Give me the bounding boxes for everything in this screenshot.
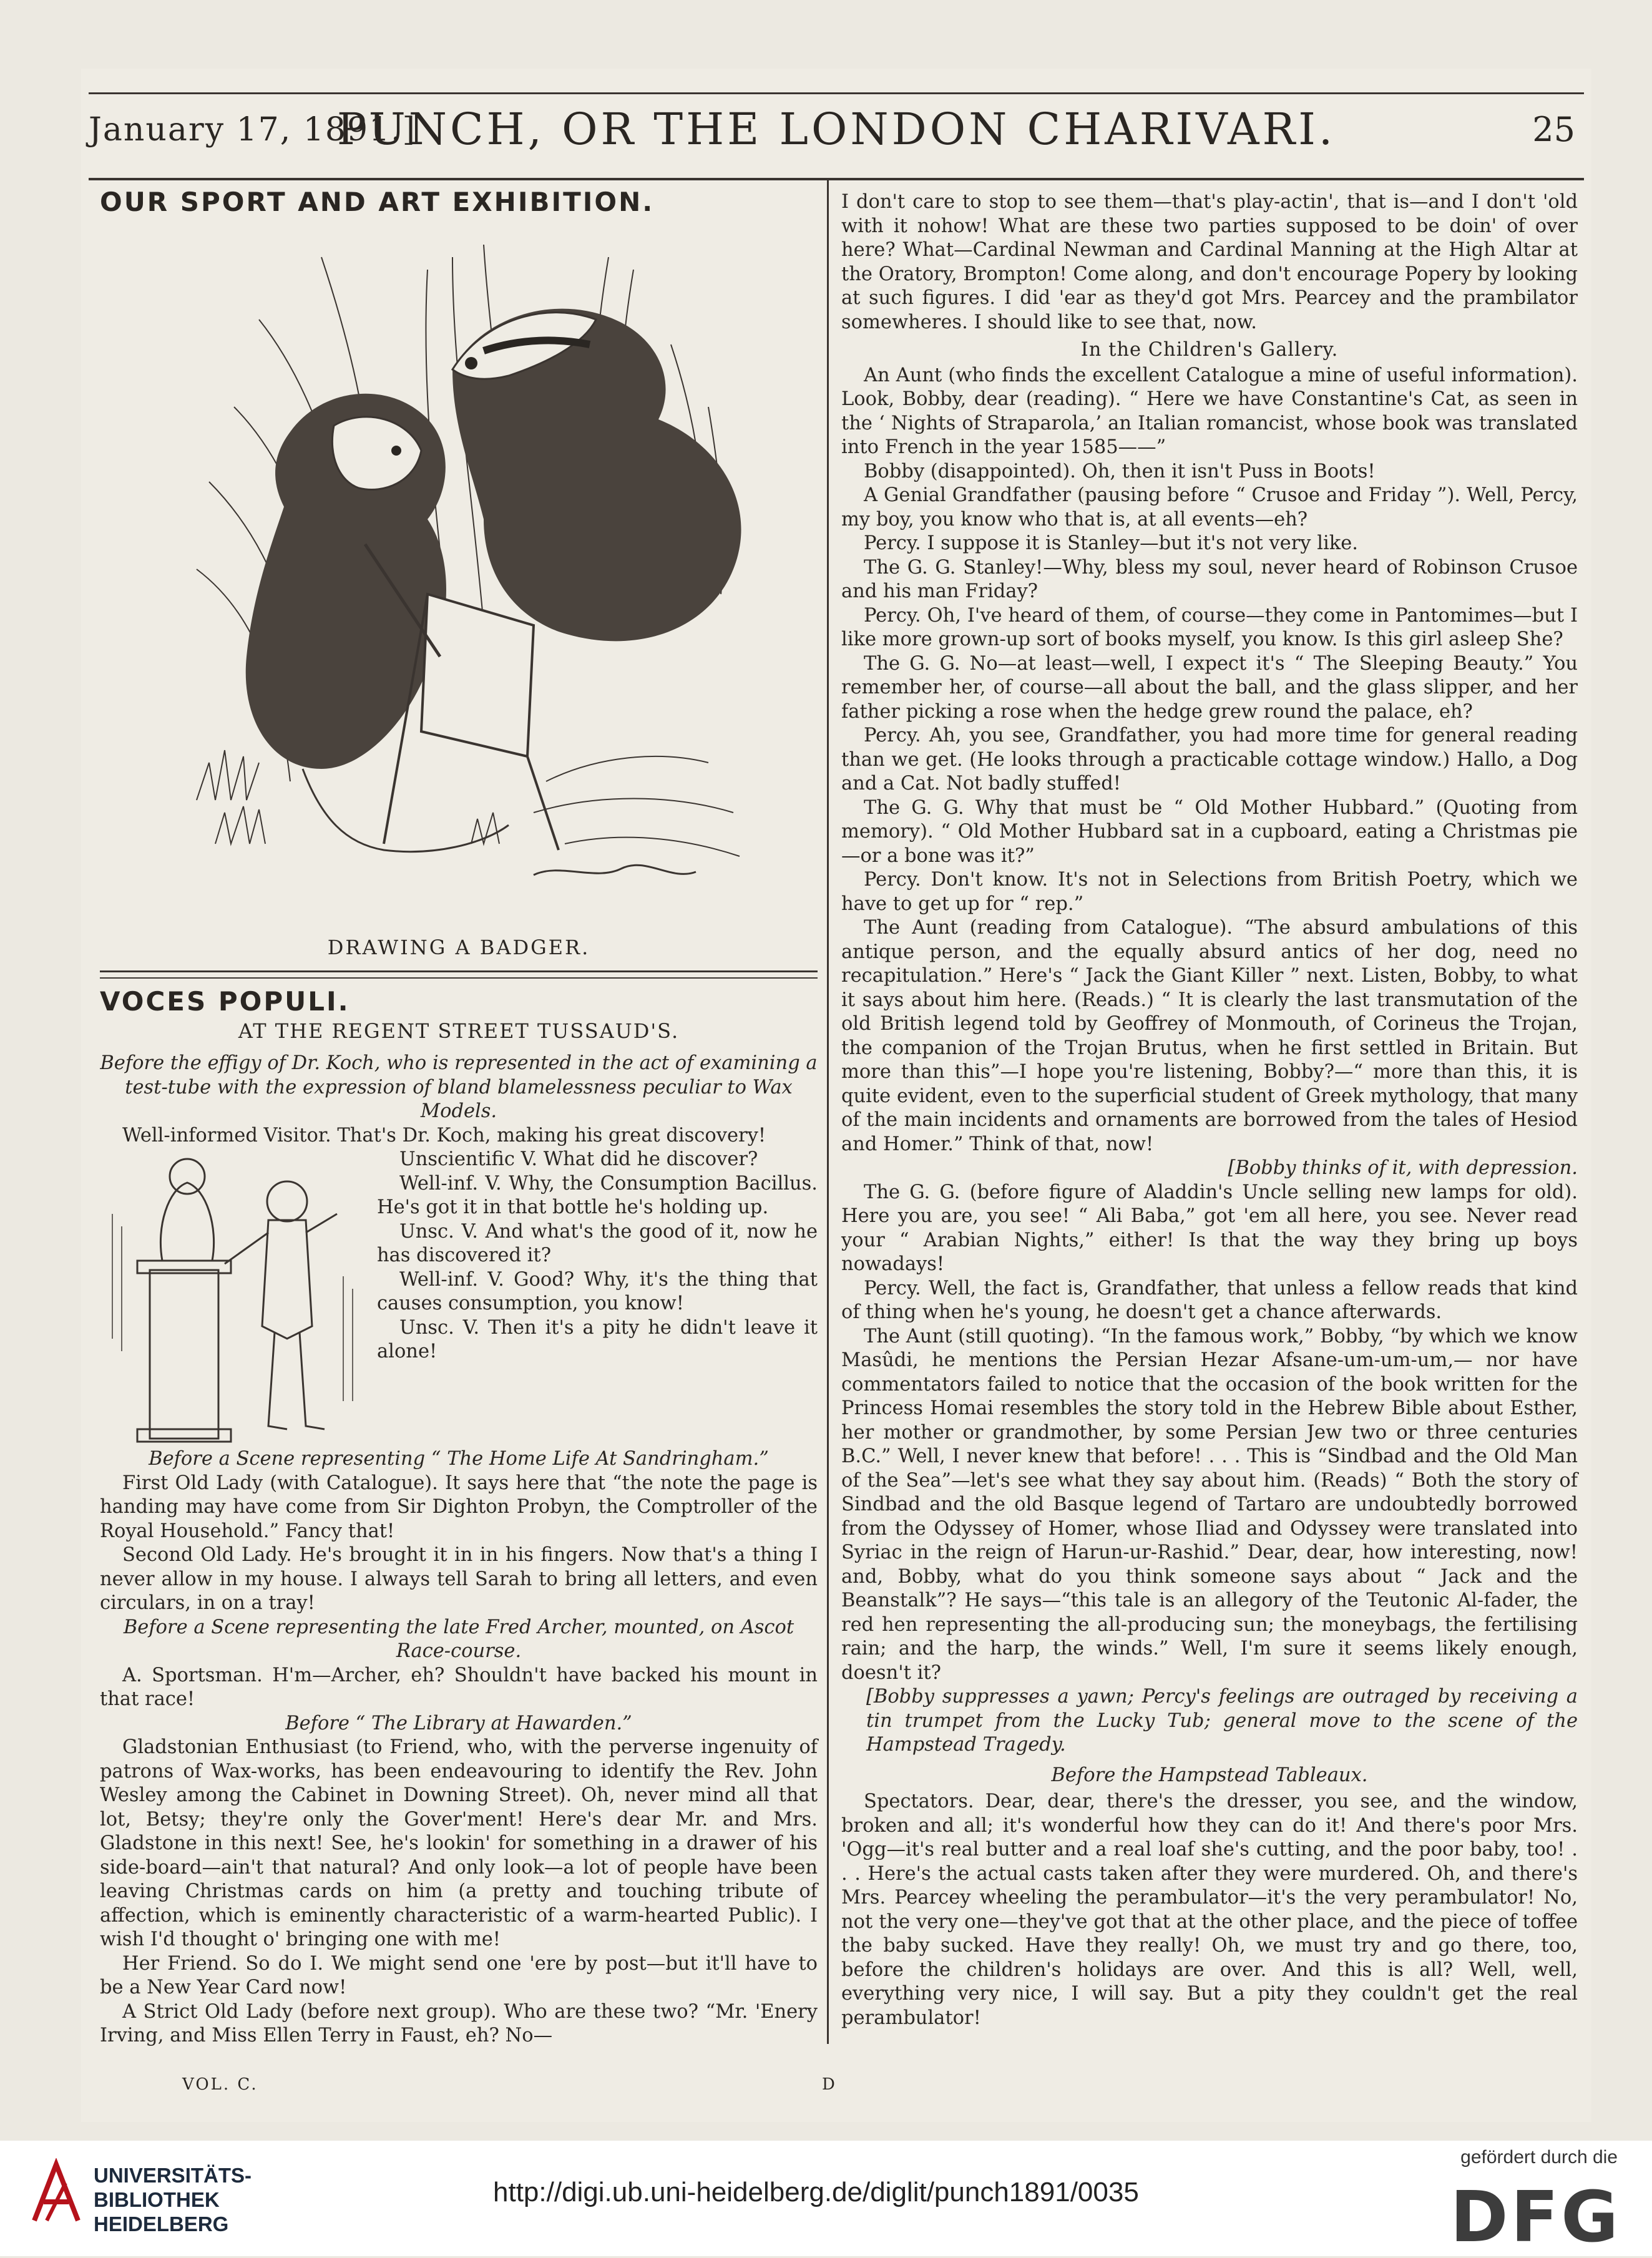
scene-heading: Before a Scene representing the late Fred Archer, mounted, on Ascot Race-course. — [123, 1616, 794, 1662]
paragraph: Percy. Oh, I've heard of them, of course—they come in Pantomimes—but I like more grown-up sort of books myself, you know. Is this girl asleep She? — [841, 604, 1578, 650]
permalink-url[interactable]: http://digi.ub.uni-heidelberg.de/diglit/punch1891/0035 — [493, 2177, 1139, 2207]
paragraph: Her Friend. So do I. We might send one 'ere by post—but it'll have to be a New Year Card now! — [100, 1952, 818, 1998]
paragraph: Percy. I suppose it is Stanley—but it's not very like. — [864, 532, 1358, 554]
left-column — [100, 187, 818, 2048]
funded-by-label: gefördert durch die — [1460, 2147, 1618, 2168]
voces-title: VOCES POPULI. — [100, 986, 350, 1017]
paragraph: The Aunt (still quoting). “In the famous work,” Bobby, “by which we know Masûdi, he mentions the Persian Hezar Afsane-um-um-um,— nor have commentators failed to notice that the occasion of the book written for the Princess Homai resembles the story told in the Hebrew Bible about Esther, her mother or grandmother, by some Persian Jew two or three centuries B.C.” Well, I never knew that before! . . . This is “Sindbad and the Old Man of the Sea”—let's see what they say about him. (Reads) “ Both the story of Sindbad and the old Basque legend of Tartaro are undoubtedly borrowed from the Odyssey of Homer, whose Iliad and Odyssey were translated into Syriac in the reign of Harun-ur-Rashid.” Dear, dear, how interesting, now! and, Bobby, what do you think someone says about “ Jack and the Beanstalk”? He says—“this tale is an allegory of the Teutonic Al-fader, the red hen representing the all-producing sun; the moneybags, the fertilising rain; and the harp, the winds.” Well, I'm sure it seems likely enough, doesn't it? — [841, 1325, 1578, 1684]
paragraph: First Old Lady (with Catalogue). It says here that “the note the page is handing may have come from Sir Dighton Probyn, the Comptroller of the Royal Household.” Fancy that! — [100, 1472, 818, 1542]
paragraph: Unsc. V. Then it's a pity he didn't leave it alone! — [377, 1316, 818, 1362]
paragraph: The G. G. Why that must be “ Old Mother Hubbard.” (Quoting from memory). “ Old Mother Hubbard sat in a cupboard, eating a Christmas pie—or a bone was it?” — [841, 796, 1578, 867]
paragraph: Percy. Don't know. It's not in Selections from British Poetry, which we have to get up for “ rep.” — [841, 869, 1578, 915]
paragraph: I don't care to stop to see them—that's play-actin', that is—and I don't 'old with it nohow! What are these two parties supposed to be doin' of over here? What—Cardinal Newman and Cardinal Manning at the High Altar at the Oratory, Brompton! Come along, and don't encourage Popery by looking at such figures. I did 'ear as they'd got Mrs. Pearcey and the prambilator somewheres. I should like to see that, now. — [841, 191, 1578, 333]
signature-mark: D — [822, 2075, 835, 2094]
paragraph: A Genial Grandfather (pausing before “ Crusoe and Friday ”). Well, Percy, my boy, you know who that is, at all events—eh? — [841, 484, 1578, 530]
page-footer — [89, 2069, 1584, 2106]
issue-date: January 17, 1891.] — [89, 111, 416, 149]
paragraph: Well-informed Visitor. That's Dr. Koch, making his great discovery! — [122, 1124, 766, 1146]
scene-heading: Before a Scene representing “ The Home Life At Sandringham.” — [149, 1448, 769, 1470]
voces-subtitle: AT THE REGENT STREET TUSSAUD'S. — [238, 1019, 680, 1043]
paragraph: Second Old Lady. He's brought it in in his fingers. Now that's a thing I never allow in my house. I always tell Sarah to bring all letters, and even circulars, in on a tray! — [100, 1544, 818, 1614]
paragraph: A. Sportsman. H'm—Archer, eh? Shouldn't have backed his mount in that race! — [100, 1664, 818, 1710]
header-rule — [89, 178, 1584, 180]
masthead-title: PUNCH, OR THE LONDON CHARIVARI. — [336, 104, 1336, 155]
paragraph: The G. G. No—at least—well, I expect it's “ The Sleeping Beauty.” You remember her, of course—all about the ball, and the glass slipper, and her father picking a rose when the hedge grew round the palace, eh? — [841, 652, 1578, 723]
paragraph: Gladstonian Enthusiast (to Friend, who, with the perverse ingenuity of patrons of Wax-works, has been endeavouring to identify the Rev. John Wesley among the Cabinet in Downing Street). Oh, never mind all that lot, Betsy; they're only the Gover'ment! Here's dear Mr. and Mrs. Gladstone in this next! See, he's lookin' for something in a drawer of his side-board—ain't that natural? And only look—a lot of people have been leaving Christmas cards on him (a pretty and touching tribute of affection, which is eminently characteristic of a warm-hearted Public). I wish I'd thought o' bringing one with me! — [100, 1736, 818, 1950]
stage-direction: [Bobby thinks of it, with depression. — [1228, 1157, 1578, 1179]
page-header — [89, 100, 1584, 175]
badger-illustration — [159, 220, 758, 928]
paragraph: Unscientific V. What did he discover? — [399, 1148, 758, 1170]
dfg-logo[interactable]: DFG — [1450, 2177, 1621, 2258]
page-number: 25 — [1532, 110, 1575, 149]
paragraph: The Aunt (reading from Catalogue). “The absurd ambulations of this antique person, and the equally absurd antics of her dog, need no recapitulation.” Here's “ Jack the Giant Killer ” next. Listen, Bobby, to what it says about him here. (Reads.) “ It is clearly the last transmutation of the old British legend told by Geoffrey of Monmouth, of Corineus the Trojan, the companion of the Trojan Brutus, when he first settled in Britain. But more than this”—I hope you're listening, Bobby?—“ more than this, it is quite evident, even to the superficial student of Greek mythology, that many of the main incidents and ornaments are borrowed from the tales of Hesiod and Homer.” Think of that, now! — [841, 917, 1578, 1155]
top-rule — [89, 92, 1584, 94]
paragraph: Percy. Well, the fact is, Grandfather, that unless a fellow reads that kind of thing when he's young, he doesn't get a chance afterwards. — [841, 1277, 1578, 1323]
koch-intro: Before the effigy of Dr. Koch, who is represented in the act of examining a test-tube with the expression of bland blamelessness peculiar to Wax Models. — [100, 1052, 818, 1122]
university-library-logo-icon[interactable] — [28, 2158, 84, 2229]
children-gallery-heading: In the Children's Gallery. — [1080, 339, 1339, 361]
column-divider — [827, 178, 829, 2044]
paragraph: The G. G. Stanley!—Why, bless my soul, never heard of Robinson Crusoe and his man Friday? — [841, 556, 1578, 602]
library-name[interactable] — [94, 2163, 252, 2236]
newspaper-page — [81, 69, 1591, 2122]
volume-mark: VOL. C. — [182, 2075, 258, 2094]
paragraph: Well-inf. V. Why, the Consumption Bacillus. He's got it in that bottle he's holding up. — [377, 1172, 818, 1218]
paragraph: Unsc. V. And what's the good of it, now he has discovered it? — [377, 1220, 818, 1266]
paragraph: Percy. Ah, you see, Grandfather, you had more time for general reading than we get. (He looks through a practicable cottage window.) Hallo, a Dog and a Cat. Not badly stuffed! — [841, 725, 1578, 794]
scene-heading: Before “ The Library at Hawarden.” — [285, 1712, 632, 1734]
library-footer-bar — [0, 2141, 1652, 2256]
paragraph: The G. G. (before figure of Aladdin's Uncle selling new lamps for old). Here you are, you see! “ Ali Baba,” got 'em all here, you see. Never read your “ Arabian Nights,” either! Is that the way they bring up boys nowadays! — [841, 1181, 1578, 1275]
hampstead-heading: Before the Hampstead Tableaux. — [1051, 1764, 1368, 1786]
section-divider — [100, 970, 818, 979]
right-column — [841, 190, 1578, 2030]
paragraph: Well-inf. V. Good? Why, it's the thing that causes consumption, you know! — [377, 1268, 818, 1314]
library-name-line: BIBLIOTHEK — [94, 2188, 220, 2211]
stage-direction: [Bobby suppresses a yawn; Percy's feelings are outraged by receiving a tin trumpet from the Lucky Tub; general move to the scene of the Hampstead Tragedy. — [866, 1686, 1578, 1756]
library-name-line: UNIVERSITÄTS- — [94, 2164, 252, 2187]
paragraph: A Strict Old Lady (before next group). Who are these two? “Mr. 'Enery Irving, and Miss Ellen Terry in Faust, eh? No— — [100, 2000, 818, 2046]
illustration-caption: DRAWING A BADGER. — [327, 935, 590, 959]
paragraph: Spectators. Dear, dear, there's the dresser, you see, and the window, broken and all; it's wonderful how they can do it! And there's poor Mrs. 'Ogg—it's real butter and a real loaf she's cutting, and the poor baby, too! . . . Here's the actual casts taken after they were murdered. Oh, and there's Mrs. Pearcey wheeling the perambulator—it's the very perambulator! No, not the very one—they've got that at the other place, and the piece of toffee the baby sucked. Have they really! Oh, we must try and go there, too, before the children's holidays are over. And this is all? Well, well, everything very nice, I will say. But a pity they couldn't get the real perambulator! — [841, 1791, 1578, 2029]
koch-figure-illustration — [100, 1151, 362, 1445]
paragraph: An Aunt (who finds the excellent Catalogue a mine of useful information). Look, Bobby, dear (reading). “ Here we have Constantine's Cat, as seen in the ‘ Nights of Straparola,’ an Italian romancist, whose book was translated into French in the year 1585——” — [841, 364, 1578, 458]
exhibition-title: OUR SPORT AND ART EXHIBITION. — [100, 187, 655, 217]
paragraph: Bobby (disappointed). Oh, then it isn't Puss in Boots! — [864, 460, 1376, 482]
library-name-line: HEIDELBERG — [94, 2212, 229, 2236]
